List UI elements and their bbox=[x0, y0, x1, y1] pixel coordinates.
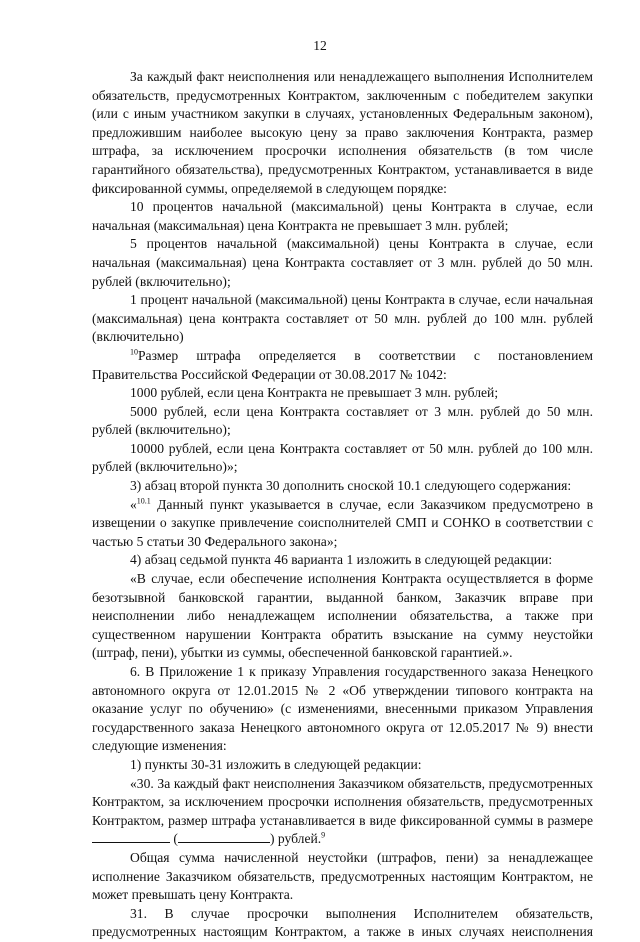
paragraph-10-percent: 10 процентов начальной (максимальной) цены Контракта в случае, если начальная (максимальная) цена Контракта не превышает 3 млн. рублей; bbox=[92, 199, 593, 233]
paragraph-item-4: 4) абзац седьмой пункта 46 варианта 1 изложить в следующей редакции: bbox=[130, 552, 553, 568]
paragraph-items-30-31: 1) пункты 30-31 изложить в следующей редакции: bbox=[130, 756, 422, 772]
footnote-10-text: Размер штрафа определяется в соответствии с постановлением Правительства Российской Федерации от 30.08.2017 № 1042: bbox=[92, 347, 593, 382]
paragraph-30-fine bbox=[92, 775, 593, 849]
footnote-10-1-paragraph bbox=[92, 496, 593, 552]
paragraph-31-delay: 31. В случае просрочки выполнения Исполнителем обязательств, предусмотренных настоящим Контрактом, а также в иных случаях неисполнения bbox=[92, 905, 593, 940]
paragraph-5000-rub: 5000 рублей, если цена Контракта составляет от 3 млн. рублей до 50 млн. рублей (включительно); bbox=[92, 403, 593, 438]
amount-words-blank bbox=[178, 831, 270, 843]
footnote-marker: 10 bbox=[130, 347, 138, 357]
paragraph-bank-guarantee: «В случае, если обеспечение исполнения Контракта осуществляется в форме безотзывной банковской гарантии, выданной банком, Заказчик вправе при неисполнении либо ненадлежащем исполнении обязательства, а также при существенном нарушении Контракта обратить взыскание на сумму неустойки (штраф, пени), убытки из суммы, обеспеченной банковской гарантией.». bbox=[92, 571, 593, 661]
open-quote: « bbox=[130, 496, 137, 512]
footnote-10-paragraph bbox=[92, 347, 593, 384]
paragraph-total-penalty: Общая сумма начисленной неустойки (штрафов, пени) за ненадлежащее исполнение Заказчиком обязательств, предусмотренных настоящим Контрактом, не может превышать цену Контракта. bbox=[92, 849, 593, 903]
footnote-10-1-text: Данный пункт указывается в случае, если Заказчиком предусмотрено в извещении о закупке привлечение соисполнителей СМП и СОНКО в соответствии с частью 5 статьи 30 Федерального закона»; bbox=[92, 496, 593, 549]
paragraph-1-percent: 1 процент начальной (максимальной) цены Контракта в случае, если начальная (максимальная) цена контракта составляет от 50 млн. рублей до 100 млн. рублей (включительно) bbox=[92, 292, 593, 345]
paragraph-fine-procedure: За каждый факт неисполнения или ненадлежащего выполнения Исполнителем обязательств, предусмотренных Контрактом, заключенным с победителем закупки (или с иным участником закупки в случаях, установленных Федеральным законом), предложившим наиболее высокую цену за право заключения Контракта, размер штрафа, за исключением просрочки исполнения обязательств (в том числе гарантийного обязательства), предусмотренных Контрактом, устанавливается в виде фиксированной суммы, определяемой в следующем порядке: bbox=[92, 69, 593, 196]
footnote-marker: 10.1 bbox=[136, 496, 151, 506]
document-body bbox=[92, 68, 593, 942]
paragraph-5-percent: 5 процентов начальной (максимальной) цены Контракта в случае, если начальная (максимальная) цена Контракта составляет от 3 млн. рублей до 50 млн. рублей (включительно); bbox=[92, 236, 593, 289]
blank-separator: ( bbox=[170, 831, 178, 847]
paragraph-item-3: 3) абзац второй пункта 30 дополнить сноской 10.1 следующего содержания: bbox=[130, 478, 572, 494]
paragraph-1000-rub: 1000 рублей, если цена Контракта не превышает 3 млн. рублей; bbox=[130, 385, 499, 401]
amount-blank bbox=[92, 831, 170, 843]
paragraph-10000-rub: 10000 рублей, если цена Контракта составляет от 50 млн. рублей до 100 млн. рублей (включительно)»; bbox=[92, 440, 593, 475]
footnote-marker: 9 bbox=[321, 830, 326, 840]
clause-30-text: «30. За каждый факт неисполнения Заказчиком обязательств, предусмотренных Контрактом, за исключением просрочки исполнения обязательств, предусмотренных Контрактом, размер штрафа устанавливается в виде фиксированной суммы в размере bbox=[92, 775, 593, 828]
paragraph-item-6: 6. В Приложение 1 к приказу Управления государственного заказа Ненецкого автономного округа от 12.01.2015 № 2 «Об утверждении типового контракта на оказание услуг по обучению» (с изменениями, внесенными приказом Управления государственного заказа Ненецкого автономного округа от 12.05.2017 № 9) внести следующие изменения: bbox=[92, 664, 593, 754]
clause-30-tail: ) рублей. bbox=[269, 831, 322, 847]
page-number: 12 bbox=[313, 38, 327, 53]
